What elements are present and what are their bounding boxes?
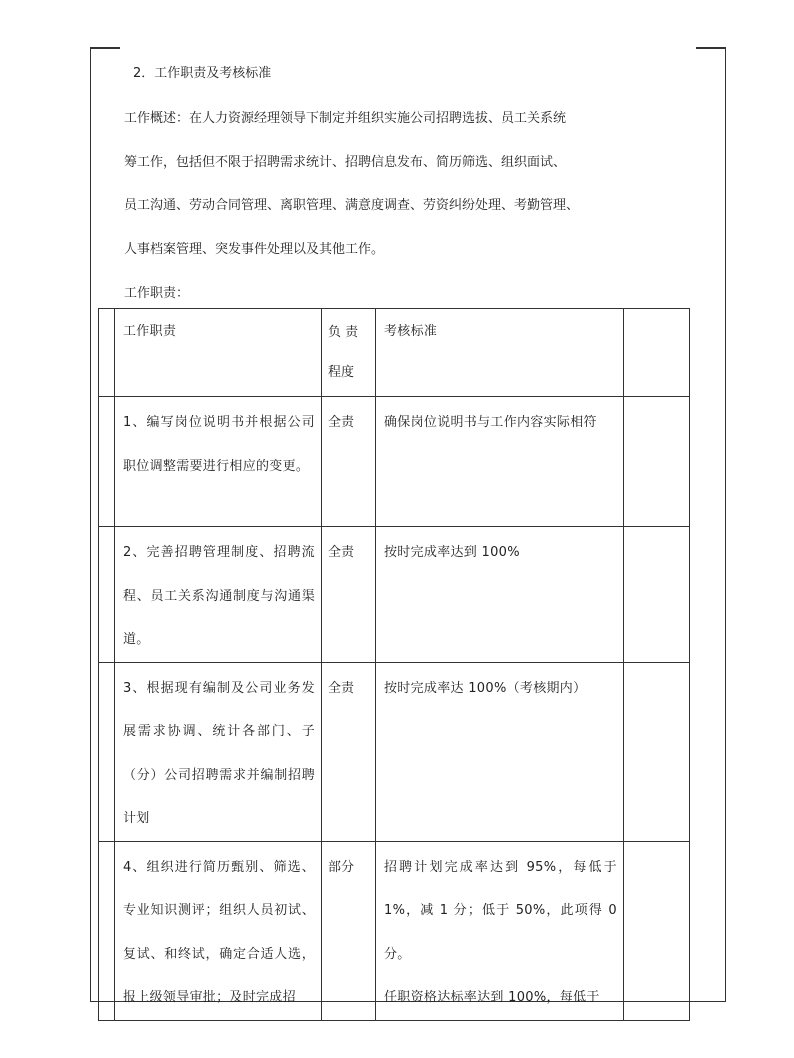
table-margin-cell (99, 662, 115, 841)
row-responsibility: 部分 (322, 841, 376, 1020)
row-duty: 3、根据现有编制及公司业务发展需求协调、统计各部门、子（分）公司招聘需求并编制招聘计划 (115, 662, 322, 841)
table-extra-cell (624, 662, 690, 841)
frame-top-right-mark (696, 47, 726, 49)
overview-line-3: 员工沟通、劳动合同管理、离职管理、满意度调查、劳资纠纷处理、考勤管理、 (124, 198, 580, 213)
table-margin-cell (99, 841, 115, 1020)
header-responsibility: 负 责程度 (322, 309, 376, 397)
table-margin-cell (99, 309, 115, 397)
row-responsibility: 全责 (322, 397, 376, 527)
section-heading: 2．工作职责及考核标准 (133, 66, 272, 81)
frame-top-left-mark (90, 47, 120, 49)
table-row (99, 662, 690, 841)
overview-line-1: 工作概述：在人力资源经理领导下制定并组织实施公司招聘选拔、员工关系统 (124, 111, 567, 126)
table-row (99, 841, 690, 1020)
table-margin-cell (99, 397, 115, 527)
row-duty: 2、完善招聘管理制度、招聘流程、员工关系沟通制度与沟通渠道。 (115, 527, 322, 663)
row-standard: 招聘计划完成率达到 95%，每低于1%，减 1 分；低于 50%，此项得 0分。 任职资格达标率达到 100%，每低于 (376, 841, 624, 1020)
table-extra-cell (624, 397, 690, 527)
row-duty: 1、编写岗位说明书并根据公司职位调整需要进行相应的变更。 (115, 397, 322, 527)
table-header-row (99, 309, 690, 397)
header-duty: 工作职责 (115, 309, 322, 397)
table-row (99, 527, 690, 663)
row-responsibility: 全责 (322, 527, 376, 663)
overview-line-4: 人事档案管理、突发事件处理以及其他工作。 (124, 242, 385, 257)
table-extra-cell (624, 841, 690, 1020)
duties-table (98, 308, 690, 1021)
table-margin-cell (99, 527, 115, 663)
header-standard: 考核标准 (376, 309, 624, 397)
row-responsibility: 全责 (322, 662, 376, 841)
row-standard-extra: 任职资格达标率达到 100%，每低于 (384, 990, 600, 1005)
row-standard: 确保岗位说明书与工作内容实际相符 (376, 397, 624, 527)
row-standard: 按时完成率达到 100% (376, 527, 624, 663)
table-extra-cell (624, 309, 690, 397)
table-extra-cell (624, 527, 690, 663)
row-duty: 4、组织进行简历甄别、筛选、专业知识测评；组织人员初试、复试、和终试，确定合适人选，报上级领导审批；及时完成招 (115, 841, 322, 1020)
table-row (99, 397, 690, 527)
row-standard: 按时完成率达 100%（考核期内） (376, 662, 624, 841)
overview-line-2: 筹工作，包括但不限于招聘需求统计、招聘信息发布、简历筛选、组织面试、 (124, 155, 567, 170)
duties-label: 工作职责： (124, 286, 190, 301)
